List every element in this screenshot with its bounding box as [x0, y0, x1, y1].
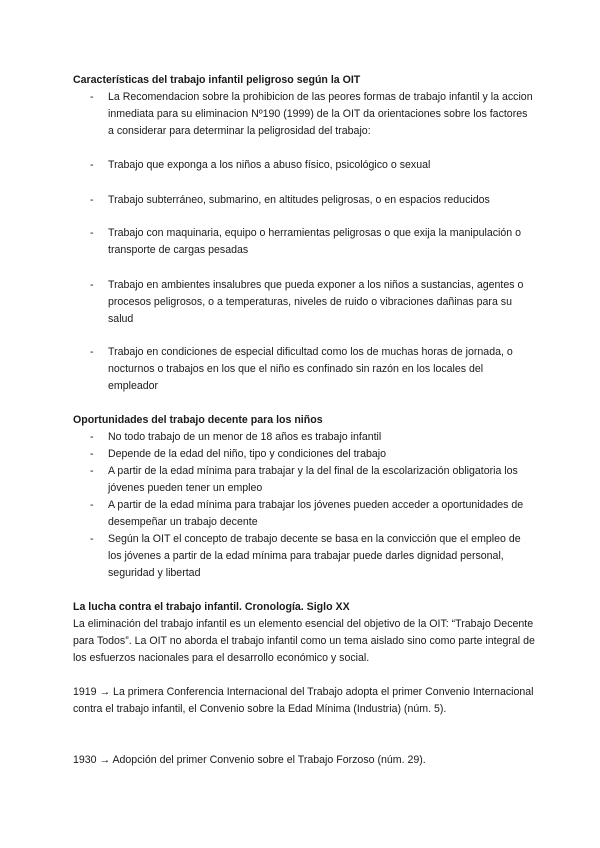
section-heading-decent-work: Oportunidades del trabajo decente para los niños [73, 414, 323, 426]
bullet-dash: - [90, 448, 94, 460]
list-item: Depende de la edad del niño, tipo y condiciones del trabajo [108, 448, 386, 460]
bullet-dash: - [90, 227, 94, 239]
chronology-entry-1930: 1930 → Adopción del primer Convenio sobre el Trabajo Forzoso (núm. 29). [73, 754, 426, 766]
list-item: A partir de la edad mínima para trabajar los jóvenes pueden acceder a oportunidades de desempeñar un trabajo decente [108, 499, 524, 528]
bullet-dash: - [90, 91, 94, 103]
list-item: Según la OIT el concepto de trabajo decente se basa en la convicción que el empleo de los jóvenes a partir de la edad mínima para trabajar puede darles dignidad personal, seguridad y libertad [108, 533, 521, 579]
bullet-dash: - [90, 279, 94, 291]
section-heading-chronology: La lucha contra el trabajo infantil. Cronología. Siglo XX [73, 601, 350, 613]
list-item: Trabajo en condiciones de especial dificultad como los de muchas horas de jornada, o nocturnos o trabajos en los que el niño es confinado sin razón en los locales del empleador [108, 346, 513, 392]
bullet-dash: - [90, 431, 94, 443]
list-item: Trabajo subterráneo, submarino, en altitudes peligrosas, o en espacios reducidos [108, 194, 490, 206]
list-item: Trabajo con maquinaria, equipo o herramientas peligrosas o que exija la manipulación o transporte de cargas pesadas [108, 227, 522, 256]
list-item: Trabajo que exponga a los niños a abuso físico, psicológico o sexual [108, 159, 431, 171]
chronology-intro-paragraph: La eliminación del trabajo infantil es un elemento esencial del objetivo de la OIT: “Trabajo Decente para Todos”. La OIT no aborda el trabajo infantil como un tema aislado sino como parte integral de los esfuerzos nacionales para el desarrollo económico y social. [73, 618, 535, 664]
section-heading-hazardous-work: Características del trabajo infantil peligroso según la OIT [73, 74, 361, 86]
list-item: No todo trabajo de un menor de 18 años es trabajo infantil [108, 431, 382, 443]
bullet-dash: - [90, 159, 94, 171]
bullet-dash: - [90, 533, 94, 545]
chronology-entry-1919: 1919 → La primera Conferencia Internacional del Trabajo adopta el primer Convenio Internacional contra el trabajo infantil, el Convenio sobre la Edad Mínima (Industria) (núm. 5). [73, 686, 534, 715]
bullet-dash: - [90, 346, 94, 358]
list-item: A partir de la edad mínima para trabajar y la del final de la escolarización obligatoria los jóvenes pueden tener un empleo [108, 465, 518, 494]
bullet-dash: - [90, 465, 94, 477]
bullet-dash: - [90, 499, 94, 511]
list-item: Trabajo en ambientes insalubres que pueda exponer a los niños a sustancias, agentes o procesos peligrosos, o a temperaturas, niveles de ruido o vibraciones dañinas para su salud [108, 279, 524, 325]
bullet-dash: - [90, 194, 94, 206]
list-item: La Recomendacion sobre la prohibicion de las peores formas de trabajo infantil y la accion inmediata para su eliminacion Nº190 (1999) de la OIT da orientaciones sobre los factores a considerar para determinar la peligrosidad del trabajo: [108, 91, 533, 137]
